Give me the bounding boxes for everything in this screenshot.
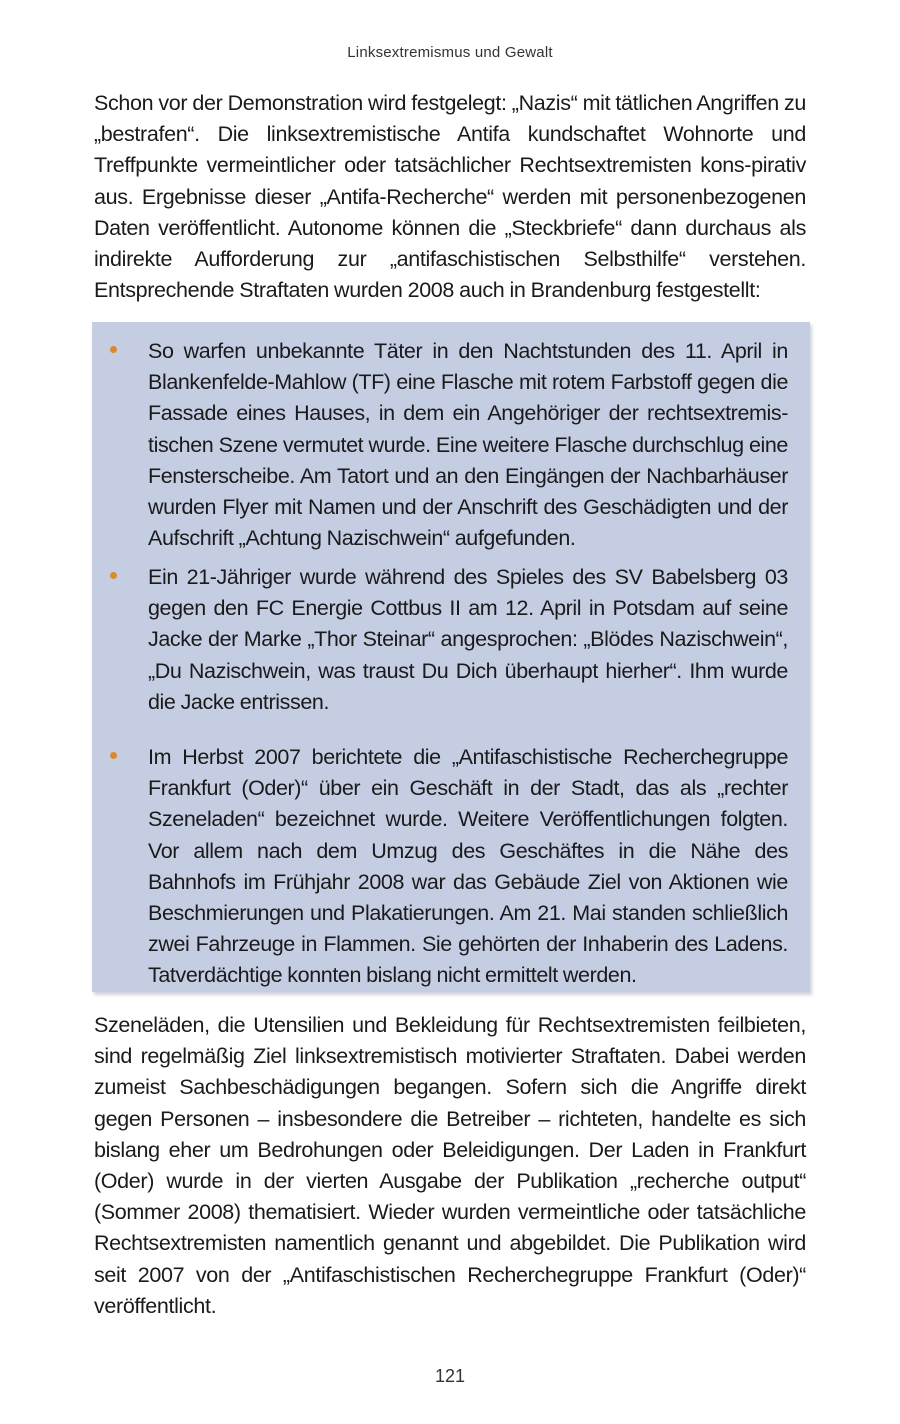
case-text: So warfen unbekannte Täter in den Nachtstunden des 11. April in Blankenfelde-Mahlow (TF) eine Flasche mit rotem Farbstoff gegen die Fassade eines Hauses, in dem ein Angehöriger der rechtsextremis-tischen Szene vermutet wurde. Eine weitere Flasche durchschlug eine Fensterscheibe. Am Tatort und an den Eingängen der Nachbarhäuser wurden Flyer mit Namen und der Anschrift des Geschädigten und der Aufschrift „Achtung Nazischwein“ aufgefunden. (148, 339, 788, 551)
page-number: 121 (434, 1366, 466, 1386)
bullet-icon (110, 752, 117, 759)
case-text: Im Herbst 2007 berichtete die „Antifaschistische Recherchegruppe Frankfurt (Oder)“ über ein Geschäft in der Stadt, das als „rechter Szeneladen“ bezeichnet wurde. Weitere Veröffentlichungen folgten. Vor allem nach dem Umzug des Geschäftes in die Nähe des Bahnhofs im Frühjahr 2008 war das Gebäude Ziel von Aktionen wie Beschmierungen und Plakatierungen. Am 21. Mai standen schließlich zwei Fahrzeuge in Flammen. Sie gehörten der Inhaberin des Ladens. Tatverdächtige konnten bislang nicht ermittelt werden. (148, 745, 788, 988)
running-head: Linksextremismus und Gewalt (347, 44, 553, 61)
intro-paragraph: Schon vor der Demonstration wird festgelegt: „Nazis“ mit tätlichen Angriffen zu „bestrafen“. Die linksextremistische Antifa kundschaftet Wohnorte und Treffpunkte vermeintlicher oder tatsächlicher Rechtsextremisten kons-pirativ aus. Ergebnisse dieser „Antifa-Recherche“ werden mit personenbezogenen Daten veröffentlicht. Autonome können die „Steckbriefe“ dann durchaus als indirekte Aufforderung zur „antifaschistischen Selbsthilfe“ verstehen. Entsprechende Straftaten wurden 2008 auch in Brandenburg festgestellt: (94, 91, 806, 303)
case-text: Ein 21-Jähriger wurde während des Spieles des SV Babelsberg 03 gegen den FC Energie Cottbus II am 12. April in Potsdam auf seine Jacke der Marke „Thor Steinar“ angesprochen: „Blödes Nazischwein“, „Du Nazischwein, was traust Du Dich überhaupt hierher“. Ihm wurde die Jacke entrissen. (148, 565, 788, 714)
closing-paragraph: Szeneläden, die Utensilien und Bekleidung für Rechtsextremisten feilbieten, sind regelmäßig Ziel linksextremistisch motivierter Straftaten. Dabei werden zumeist Sachbeschädigungen begangen. Sofern sich die Angriffe direkt gegen Personen – insbesondere die Betreiber – richteten, handelte es sich bislang eher um Bedrohungen oder Beleidigungen. Der Laden in Frankfurt (Oder) wurde in der vierten Ausgabe der Publikation „recherche output“ (Sommer 2008) thematisiert. Wieder wurden vermeintliche oder tatsächliche Rechtsextremisten namentlich genannt und abgebildet. Die Publikation wird seit 2007 von der „Antifaschistischen Recherchegruppe Frankfurt (Oder)“ veröffentlicht. (94, 1013, 806, 1318)
bullet-icon (110, 346, 117, 353)
case-examples-box (92, 322, 810, 992)
bullet-icon (110, 572, 117, 579)
